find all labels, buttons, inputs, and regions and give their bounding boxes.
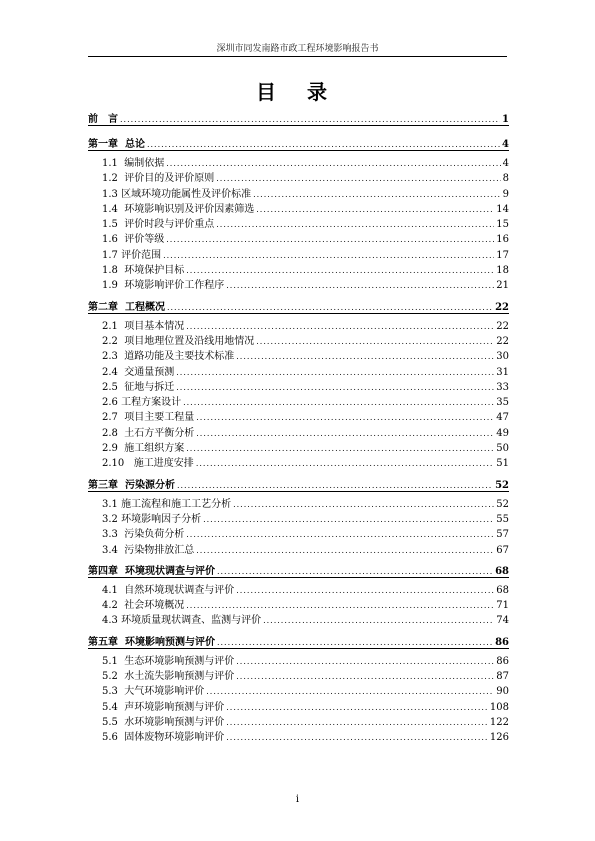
page-number: i bbox=[295, 794, 300, 805]
toc-entry-title: 项目基本情况 bbox=[117, 320, 185, 332]
toc-entry-page: 18 bbox=[496, 265, 509, 277]
toc-entry-number: 2.6 bbox=[102, 397, 118, 409]
dot-leader bbox=[226, 703, 488, 712]
toc-entry-title: 评价目的及评价原则 bbox=[117, 173, 215, 185]
toc-entry-page: 90 bbox=[496, 686, 509, 698]
dot-leader bbox=[203, 515, 494, 524]
table-of-contents bbox=[88, 110, 509, 744]
toc-entry-title: 生态环境影响预测与评价 bbox=[117, 655, 235, 667]
dot-leader bbox=[226, 733, 488, 742]
dot-leader bbox=[186, 266, 494, 275]
toc-entry-page: 1 bbox=[502, 114, 509, 125]
toc-entry-number: 2.2 bbox=[102, 335, 118, 347]
toc-entry-page: 68 bbox=[496, 584, 509, 596]
toc-entry-page: 57 bbox=[496, 529, 509, 541]
toc-entry-page: 21 bbox=[496, 280, 509, 292]
toc-section-entry[interactable] bbox=[88, 154, 509, 169]
toc-section-entry[interactable] bbox=[88, 541, 509, 556]
toc-entry-title: 道路功能及主要技术标准 bbox=[117, 351, 235, 363]
toc-entry-number: 2.8 bbox=[102, 427, 118, 439]
toc-section-entry[interactable] bbox=[88, 510, 509, 525]
toc-entry-title: 大气环境影响评价 bbox=[117, 686, 205, 698]
toc-entry-title: 项目地理位置及沿线用地情况 bbox=[117, 335, 255, 347]
toc-entry-title: 工程概况 bbox=[118, 301, 165, 313]
toc-entry-page: 126 bbox=[489, 732, 509, 744]
toc-entry-number: 第四章 bbox=[88, 565, 118, 577]
page-title: 目 录 bbox=[256, 80, 339, 104]
toc-entry-page: 22 bbox=[496, 335, 509, 347]
toc-entry-number: 2.4 bbox=[102, 366, 118, 378]
toc-section-entry[interactable] bbox=[88, 261, 509, 276]
toc-section-entry[interactable] bbox=[88, 363, 509, 378]
dot-leader bbox=[217, 567, 493, 576]
toc-section-entry[interactable] bbox=[88, 408, 509, 423]
dot-leader bbox=[196, 429, 494, 438]
toc-chapter-entry[interactable] bbox=[88, 298, 509, 317]
toc-entry-number: 第二章 bbox=[88, 301, 118, 313]
toc-entry-page: 8 bbox=[502, 173, 509, 185]
dot-leader bbox=[206, 687, 494, 696]
toc-entry-title: 声环境影响预测与评价 bbox=[117, 701, 225, 713]
toc-section-entry[interactable] bbox=[88, 230, 509, 245]
toc-entry-page: 108 bbox=[489, 701, 509, 713]
toc-entry-number: 2.10 bbox=[102, 458, 125, 470]
toc-section-entry[interactable] bbox=[88, 276, 509, 291]
toc-section-entry[interactable] bbox=[88, 495, 509, 510]
toc-entry-number: 3.2 bbox=[102, 513, 118, 525]
toc-entry-number: 4.3 bbox=[102, 615, 118, 627]
dot-leader bbox=[226, 281, 494, 290]
toc-section-entry[interactable] bbox=[88, 378, 509, 393]
dot-leader bbox=[263, 616, 494, 625]
toc-entry-page: 17 bbox=[496, 249, 509, 261]
dot-leader bbox=[167, 303, 493, 312]
toc-entry-page: 4 bbox=[502, 139, 509, 150]
toc-entry-number: 5.5 bbox=[102, 716, 118, 728]
dot-leader bbox=[147, 140, 500, 149]
toc-entry-number: 5.6 bbox=[102, 732, 118, 744]
toc-entry-title: 评价范围 bbox=[117, 249, 162, 261]
toc-entry-page: 71 bbox=[496, 600, 509, 612]
toc-section-entry[interactable] bbox=[88, 200, 509, 215]
dot-leader bbox=[236, 586, 494, 595]
toc-section-entry[interactable] bbox=[88, 698, 509, 713]
toc-entry-number: 第三章 bbox=[88, 479, 118, 491]
dot-leader bbox=[217, 638, 493, 647]
dot-leader bbox=[226, 718, 488, 727]
toc-entry-title: 环境质量现状调查、监测与评价 bbox=[117, 615, 262, 627]
running-header: 深圳市同发南路市政工程环境影响报告书 bbox=[216, 44, 379, 54]
toc-entry-page: 16 bbox=[496, 234, 509, 246]
dot-leader bbox=[176, 383, 494, 392]
toc-entry-number: 5.3 bbox=[102, 686, 118, 698]
toc-section-entry[interactable] bbox=[88, 185, 509, 200]
toc-chapter-entry[interactable] bbox=[88, 633, 509, 652]
dot-leader bbox=[177, 481, 493, 490]
dot-leader bbox=[163, 251, 494, 260]
toc-entry-page: 49 bbox=[496, 427, 509, 439]
toc-entry-page: 68 bbox=[495, 565, 509, 577]
toc-entry-number: 1.5 bbox=[102, 219, 118, 231]
toc-entry-title: 施工进度安排 bbox=[124, 458, 194, 470]
toc-entry-number: 2.5 bbox=[102, 381, 118, 393]
toc-entry-page: 15 bbox=[496, 219, 509, 231]
toc-entry-number: 2.9 bbox=[102, 443, 118, 455]
toc-section-entry[interactable] bbox=[88, 728, 509, 743]
dot-leader bbox=[236, 352, 494, 361]
dot-leader bbox=[216, 174, 500, 183]
toc-entry-page: 67 bbox=[496, 544, 509, 556]
toc-entry-page: 86 bbox=[495, 636, 509, 648]
toc-entry-number: 1.3 bbox=[102, 188, 118, 200]
toc-entry-page: 9 bbox=[502, 188, 509, 200]
header-rule bbox=[88, 56, 507, 57]
toc-entry-title: 污染源分析 bbox=[118, 479, 175, 491]
dot-leader bbox=[186, 322, 494, 331]
toc-entry-page: 50 bbox=[496, 443, 509, 455]
toc-entry-number: 1.7 bbox=[102, 249, 118, 261]
toc-section-entry[interactable] bbox=[88, 424, 509, 439]
toc-entry-number: 1.9 bbox=[102, 280, 118, 292]
toc-entry-title: 施工流程和施工工艺分析 bbox=[117, 498, 232, 510]
toc-entry-page: 55 bbox=[496, 513, 509, 525]
toc-entry-page: 52 bbox=[495, 479, 509, 491]
toc-entry-page: 86 bbox=[496, 655, 509, 667]
toc-section-entry[interactable] bbox=[88, 439, 509, 454]
dot-leader bbox=[166, 159, 500, 168]
toc-entry-title: 总论 bbox=[118, 139, 145, 150]
toc-entry-title: 固体废物环境影响评价 bbox=[117, 732, 225, 744]
toc-chapter-entry[interactable] bbox=[88, 135, 509, 154]
toc-entry-number: 2.7 bbox=[102, 412, 118, 424]
toc-entry-number: 3.3 bbox=[102, 529, 118, 541]
toc-entry-page: 22 bbox=[496, 320, 509, 332]
toc-entry-title: 编制依据 bbox=[117, 158, 165, 169]
toc-entry-page: 4 bbox=[502, 158, 509, 169]
toc-entry-number: 1.1 bbox=[102, 158, 118, 169]
toc-entry-number: 4.2 bbox=[102, 600, 118, 612]
toc-section-entry[interactable] bbox=[88, 596, 509, 611]
toc-entry-title: 环境影响预测与评价 bbox=[118, 636, 215, 648]
toc-entry-title: 区域环境功能属性及评价标准 bbox=[117, 188, 252, 200]
toc-entry-title: 水土流失影响预测与评价 bbox=[117, 671, 235, 683]
toc-section-entry[interactable] bbox=[88, 169, 509, 184]
dot-leader bbox=[236, 657, 494, 666]
toc-section-entry[interactable] bbox=[88, 215, 509, 230]
toc-section-entry[interactable] bbox=[88, 581, 509, 596]
toc-entry-page: 30 bbox=[496, 351, 509, 363]
dot-leader bbox=[256, 337, 494, 346]
toc-entry-page: 31 bbox=[496, 366, 509, 378]
toc-entry-number: 第一章 bbox=[88, 139, 118, 150]
toc-entry-number: 4.1 bbox=[102, 584, 118, 596]
toc-entry-title: 土石方平衡分析 bbox=[117, 427, 195, 439]
toc-entry-title: 社会环境概况 bbox=[117, 600, 185, 612]
dot-leader bbox=[176, 368, 494, 377]
dot-leader bbox=[256, 205, 494, 214]
toc-entry-title: 工程方案设计 bbox=[117, 397, 182, 409]
toc-entry-title: 环境保护目标 bbox=[117, 265, 185, 277]
dot-leader bbox=[196, 413, 494, 422]
toc-section-entry[interactable] bbox=[88, 246, 509, 261]
toc-entry-number: 1.8 bbox=[102, 265, 118, 277]
toc-entry-number: 3.1 bbox=[102, 498, 118, 510]
dot-leader bbox=[216, 220, 494, 229]
toc-entry-title: 环境影响识别及评价因素筛选 bbox=[117, 203, 255, 215]
toc-section-entry[interactable] bbox=[88, 525, 509, 540]
toc-entry-title: 环境现状调查与评价 bbox=[118, 565, 215, 577]
toc-entry-number: 1.6 bbox=[102, 234, 118, 246]
dot-leader bbox=[196, 546, 494, 555]
toc-entry-page: 14 bbox=[496, 203, 509, 215]
toc-entry-page: 33 bbox=[496, 381, 509, 393]
toc-entry-page: 74 bbox=[496, 615, 509, 627]
toc-chapter-entry[interactable] bbox=[88, 562, 509, 581]
toc-entry-number: 1.4 bbox=[102, 203, 118, 215]
toc-entry-page: 52 bbox=[496, 498, 509, 510]
toc-entry-page: 122 bbox=[489, 716, 509, 728]
toc-entry-title: 自然环境现状调查与评价 bbox=[117, 584, 235, 596]
toc-section-entry[interactable] bbox=[88, 317, 509, 332]
toc-entry-title: 征地与拆迁 bbox=[117, 381, 175, 393]
toc-entry-title: 环境影响评价工作程序 bbox=[117, 280, 225, 292]
toc-entry-number: 5.4 bbox=[102, 701, 118, 713]
toc-section-entry[interactable] bbox=[88, 454, 509, 469]
toc-entry-page: 87 bbox=[496, 671, 509, 683]
toc-section-entry[interactable] bbox=[88, 667, 509, 682]
toc-entry-title: 交通量预测 bbox=[117, 366, 175, 378]
toc-section-entry[interactable] bbox=[88, 713, 509, 728]
dot-leader bbox=[183, 398, 494, 407]
dot-leader bbox=[186, 601, 494, 610]
toc-entry-title: 施工组织方案 bbox=[117, 443, 185, 455]
toc-entry-page: 47 bbox=[496, 412, 509, 424]
toc-chapter-entry[interactable] bbox=[88, 476, 509, 495]
dot-leader bbox=[233, 500, 494, 509]
dot-leader bbox=[236, 672, 494, 681]
toc-entry-number: 2.1 bbox=[102, 320, 118, 332]
toc-entry-number: 5.2 bbox=[102, 671, 118, 683]
toc-entry-number: 第五章 bbox=[88, 636, 118, 648]
toc-entry-page: 51 bbox=[496, 458, 509, 470]
toc-entry-title: 环境影响因子分析 bbox=[117, 513, 202, 525]
toc-entry-number: 3.4 bbox=[102, 544, 118, 556]
dot-leader bbox=[166, 235, 494, 244]
toc-entry-title: 评价等级 bbox=[117, 234, 165, 246]
toc-entry-number: 1.2 bbox=[102, 173, 118, 185]
dot-leader bbox=[186, 530, 494, 539]
toc-section-entry[interactable] bbox=[88, 332, 509, 347]
toc-entry-title: 水环境影响预测与评价 bbox=[117, 716, 225, 728]
dot-leader bbox=[253, 190, 501, 199]
dot-leader bbox=[186, 444, 494, 453]
toc-entry-title: 污染负荷分析 bbox=[117, 529, 185, 541]
toc-entry-title: 评价时段与评价重点 bbox=[117, 219, 215, 231]
toc-section-entry[interactable] bbox=[88, 682, 509, 697]
dot-leader bbox=[120, 115, 500, 124]
toc-entry-number: 前 言 bbox=[88, 114, 118, 125]
toc-entry-title: 污染物排放汇总 bbox=[117, 544, 195, 556]
toc-entry-number: 5.1 bbox=[102, 655, 118, 667]
toc-section-entry[interactable] bbox=[88, 347, 509, 362]
toc-entry-page: 35 bbox=[496, 397, 509, 409]
toc-entry-title: 项目主要工程量 bbox=[117, 412, 195, 424]
toc-entry-number: 2.3 bbox=[102, 351, 118, 363]
toc-section-entry[interactable] bbox=[88, 611, 509, 626]
toc-entry-page: 22 bbox=[495, 301, 509, 313]
dot-leader bbox=[196, 459, 494, 468]
toc-chapter-entry[interactable] bbox=[88, 110, 509, 129]
toc-section-entry[interactable] bbox=[88, 393, 509, 408]
toc-section-entry[interactable] bbox=[88, 652, 509, 667]
